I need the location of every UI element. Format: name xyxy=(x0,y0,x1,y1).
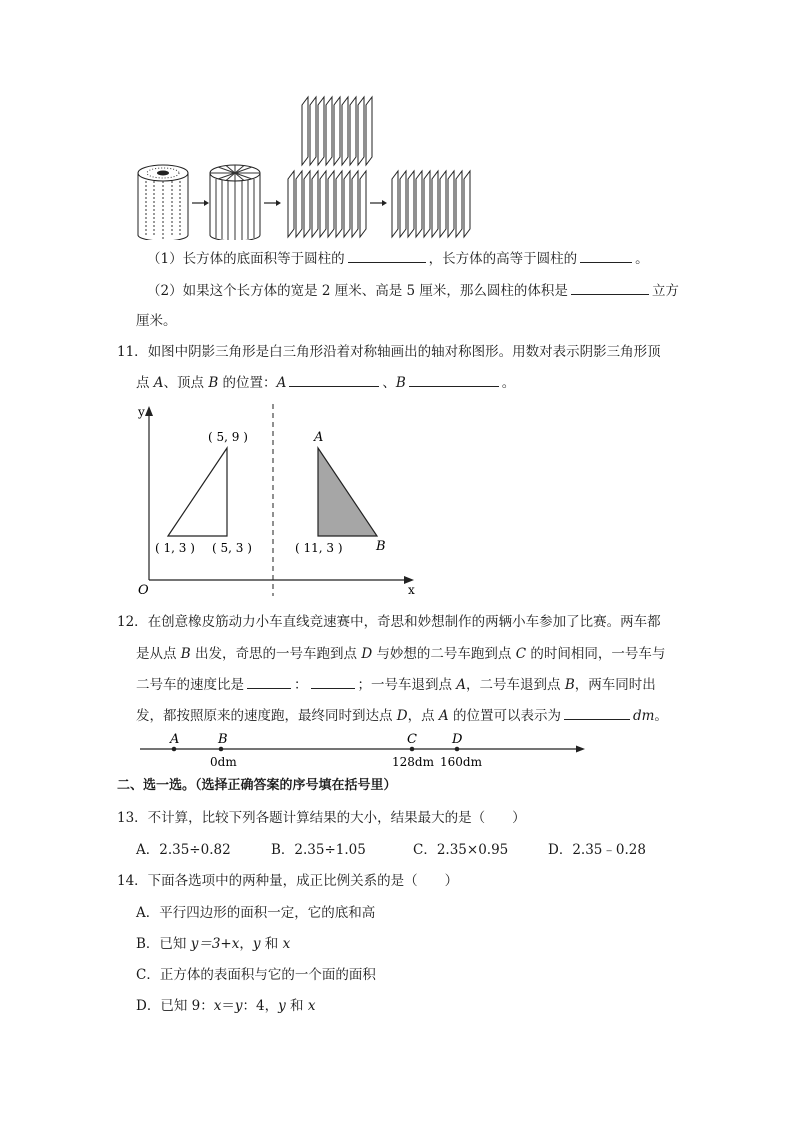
q14-d-y: y xyxy=(234,998,243,1014)
q12-l3-b-pt: B xyxy=(564,677,575,693)
q14-d-y2: y xyxy=(278,998,286,1014)
white-right-label: ( 5, 3 ) xyxy=(212,541,252,555)
label-a: A xyxy=(170,732,180,747)
q14-option-a[interactable]: A．平行四边形的面积一定，它的底和高 xyxy=(136,905,376,921)
label-c: C xyxy=(407,732,417,747)
y-axis-label: y xyxy=(138,405,145,419)
q14-option-d[interactable] xyxy=(136,996,315,1016)
resulting-cuboid xyxy=(392,171,470,237)
q11-text-b: 、顶点 xyxy=(163,375,209,391)
shaded-triangle xyxy=(318,448,377,536)
q12-line2 xyxy=(136,644,665,664)
point-c xyxy=(410,747,415,752)
q11-answer-b-label: B xyxy=(395,375,406,391)
cylinder-to-cuboid-figure xyxy=(130,95,480,240)
q11-line1 xyxy=(117,342,661,362)
q11-line1-text: 如图中阴影三角形是白三角形沿着对称轴画出的轴对称图形。用数对表示阴影三角形顶 xyxy=(147,344,661,360)
q12-l2-c-pt: C xyxy=(515,646,527,662)
q14-b-and: 和 xyxy=(260,936,283,952)
q10-line1 xyxy=(147,248,649,269)
q12-blank-ratio1[interactable] xyxy=(247,674,291,689)
q12-l4-end: 。 xyxy=(654,708,668,724)
q11-vertex-a-ref: A xyxy=(153,375,164,391)
value-c: 128dm xyxy=(392,755,434,769)
q11-blank-a[interactable] xyxy=(289,372,379,387)
q14-d-mid: ＝ xyxy=(221,998,235,1014)
vertex-a-label: A xyxy=(314,430,324,445)
y-axis-arrow-icon xyxy=(145,406,153,416)
q12-line3 xyxy=(136,674,656,695)
q12-l4-c: 的位置可以表示为 xyxy=(448,708,561,724)
q12-l3-a: 二号车的速度比是 xyxy=(136,677,244,693)
q14-b-equation: y＝3+x xyxy=(190,936,240,952)
q14-stem: 14．下面各选项中的两种量，成正比例关系的是（ ） xyxy=(117,873,459,889)
q12-l3-c: ，二号车退到点 xyxy=(466,677,565,693)
q12-l2-b-pt: B xyxy=(180,646,191,662)
label-b: B xyxy=(218,732,228,747)
point-d xyxy=(455,747,460,752)
q14-option-c[interactable]: C．正方体的表面积与它的一个面的面积 xyxy=(136,967,376,983)
value-d: 160dm xyxy=(440,755,482,769)
q13-option-a[interactable]: A．2.35÷0.82 xyxy=(136,842,231,858)
q12-l4-d-pt: D xyxy=(396,708,408,724)
origin-label: O xyxy=(138,583,149,598)
q10-line3: 厘米。 xyxy=(136,313,177,329)
q12-l4-b: ，点 xyxy=(407,708,439,724)
point-b xyxy=(219,747,224,752)
shaded-left-label: ( 11, 3 ) xyxy=(295,541,343,555)
q13-option-d[interactable]: D．2.35﹣0.28 xyxy=(548,842,646,858)
q11-vertex-b-ref: B xyxy=(208,375,219,391)
white-left-label: ( 1, 3 ) xyxy=(155,541,195,555)
q10-blank-base[interactable] xyxy=(348,248,426,263)
value-b: 0dm xyxy=(210,755,237,769)
q12-l2-a: 是从点 xyxy=(136,646,181,662)
vertex-b-label: B xyxy=(376,539,386,554)
q12-l3-b: ；一号车退到点 xyxy=(357,677,457,693)
sliced-cylinder xyxy=(210,165,260,240)
q12-line4 xyxy=(136,705,668,726)
q14-d-x: x xyxy=(213,998,222,1014)
slice-stack-upper xyxy=(302,97,372,165)
point-a xyxy=(172,747,177,752)
q12-number: 12． xyxy=(117,614,148,630)
q14-option-b[interactable] xyxy=(136,934,290,954)
q12-unit: dm xyxy=(632,708,655,724)
q12-l2-d-pt: D xyxy=(361,646,373,662)
white-triangle xyxy=(168,448,227,536)
q14-b-pre: B．已知 xyxy=(136,936,191,952)
dotted-cylinder xyxy=(138,165,188,240)
q13-option-b[interactable]: B．2.35÷1.05 xyxy=(271,842,366,858)
q12-l3-d: ，两车同时出 xyxy=(574,677,656,693)
q11-coordinate-figure xyxy=(130,400,420,600)
q10-line2 xyxy=(147,280,679,301)
number-line-arrow-icon xyxy=(576,746,585,753)
q12-line1 xyxy=(117,612,661,632)
q12-number-line xyxy=(130,728,590,774)
q12-colon: ： xyxy=(294,677,308,693)
q11-blank-b[interactable] xyxy=(409,372,499,387)
q12-l4-a-pt: A xyxy=(438,708,449,724)
q10-line1-end: 。 xyxy=(635,251,649,267)
section2-title: 二、选一选。（选择正确答案的序号填在括号里） xyxy=(117,778,397,793)
x-axis-label: x xyxy=(408,583,415,597)
slice-stack-lower xyxy=(288,171,366,237)
q14-d-and: 和 xyxy=(285,998,308,1014)
q14-b-x: x xyxy=(282,936,291,952)
q14-d-tail: ：4， xyxy=(242,998,279,1014)
q10-blank-volume[interactable] xyxy=(571,280,649,295)
q12-blank-position[interactable] xyxy=(564,705,630,720)
q13-stem: 13．不计算，比较下列各题计算结果的大小，结果最大的是（ ） xyxy=(117,810,526,826)
q13-option-c[interactable]: C．2.35×0.95 xyxy=(413,842,509,858)
q14-d-pre: D．已知 9： xyxy=(136,998,214,1014)
q11-text-c: 的位置： xyxy=(218,375,277,391)
white-top-label: ( 5, 9 ) xyxy=(208,430,248,444)
q12-l3-a-pt: A xyxy=(456,677,467,693)
q14-d-x2: x xyxy=(307,998,316,1014)
q11-sep: 、 xyxy=(382,375,396,391)
q12-line1-text: 在创意橡皮筋动力小车直线竞速赛中，奇思和妙想制作的两辆小车参加了比赛。两车都 xyxy=(147,614,661,630)
q11-line2 xyxy=(136,372,515,393)
q11-answer-a-label: A xyxy=(276,375,287,391)
q10-line2-end: 立方 xyxy=(651,283,679,299)
q11-text-a: 点 xyxy=(136,375,154,391)
q10-line1-mid: ，长方体的高等于圆柱的 xyxy=(428,251,578,267)
q11-end: 。 xyxy=(501,375,516,391)
q14-b-y: y xyxy=(252,936,261,952)
q12-l2-c: 与妙想的二号车跑到点 xyxy=(372,646,516,662)
q11-number: 11． xyxy=(117,344,148,360)
q14-b-sep: ， xyxy=(239,936,253,952)
q12-l2-b: 出发，奇思的一号车跑到点 xyxy=(190,646,362,662)
q12-blank-ratio2[interactable] xyxy=(311,674,355,689)
q10-line2-pre: （2）如果这个长方体的宽是 2 厘米、高是 5 厘米，那么圆柱的体积是 xyxy=(147,283,568,299)
q10-blank-height[interactable] xyxy=(580,248,632,263)
q12-l2-d: 的时间相同，一号车与 xyxy=(526,646,666,662)
q12-l4-a: 发，都按照原来的速度跑，最终同时到达点 xyxy=(136,708,397,724)
q10-line1-pre: （1）长方体的底面积等于圆柱的 xyxy=(147,251,345,267)
label-d: D xyxy=(452,732,463,747)
